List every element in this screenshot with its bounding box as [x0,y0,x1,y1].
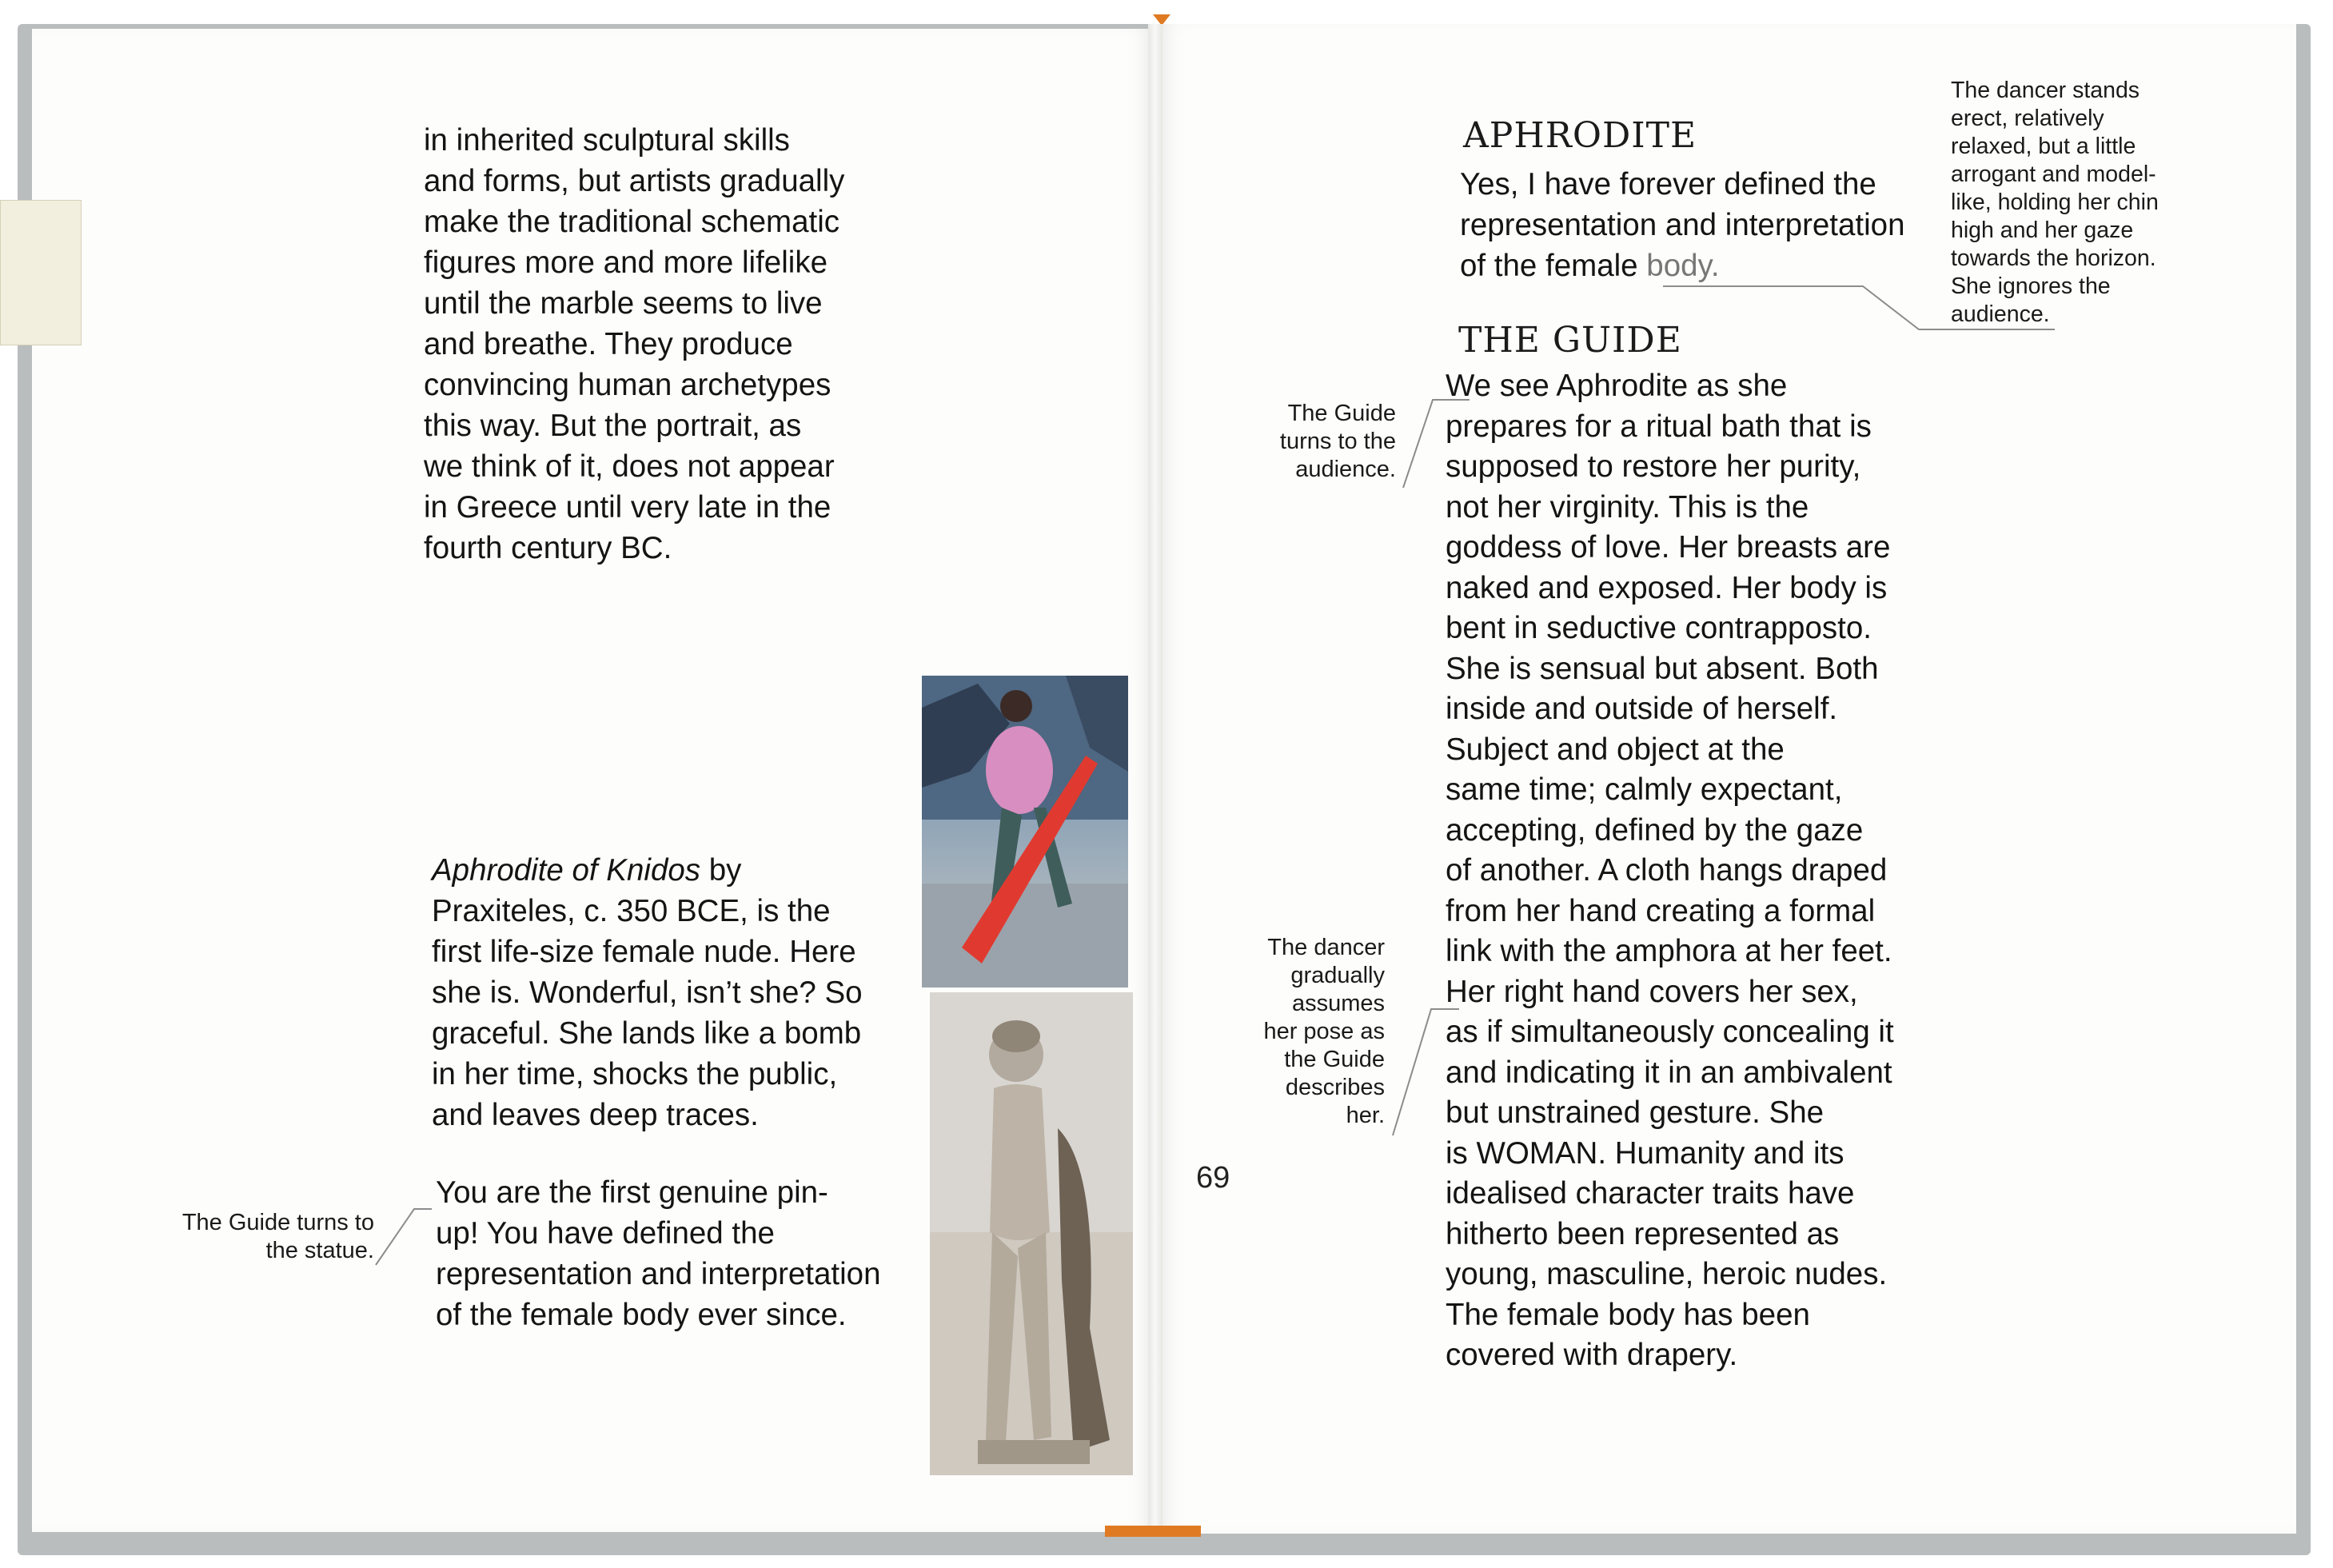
caption-rest: by Praxiteles, c. 350 BCE, is the first life-size female nude. Here she is. Wonderful, isn’t she? So graceful. She lands like a bomb in her time, shocks the public, and leaves deep traces. [432,853,863,1132]
aphrodite-speech-last-word: body. [1646,249,1720,283]
left-paragraph-1: in inherited sculptural skills and forms, but artists gradually make the traditional schematic figures more and more lifelike until the marble seems to live and breathe. They produce convincing human archetypes this way. But the portrait, as we think of it, does not appear in Greece until very late in the fourth century BC. [424,123,845,565]
stage-note-dancer-pose: The dancer gradually assumes her pose as the Guide describes her. [1263,935,1385,1128]
stage-note-statue: The Guide turns to the statue. [181,1210,374,1263]
caption-title: Aphrodite of Knidos [432,853,701,888]
left-paragraph-3: You are the first genuine pin- up! You have defined the representation and interpretation of the female body ever since. [436,1175,881,1332]
heading-aphrodite: APHRODITE [1463,115,1697,156]
heading-the-guide: THE GUIDE [1458,320,1682,361]
stage-note-guide-turns: The Guide turns to the audience. [1279,401,1396,482]
guide-speech: We see Aphrodite as she prepares for a ritual bath that is supposed to restore her purity, not her virginity. This is the goddess of love. Her breasts are naked and exposed. Her body is bent in seductive contrapposto. She is sensual but absent. Both inside and outside of herself. Subject and object at the same time; calmly expectant, accepting, defined by the gaze of another. A cloth hangs draped from her hand creating a formal link with the amphora at her feet. Her right hand covers her sex, as if simultaneously concealing it and indicating it in an ambivalent but unstrained gesture. She is WOMAN. Humanity and its idealised character traits have hitherto been represented as young, masculine, heroic nudes. The female body has been covered with drapery. [1446,369,1894,1372]
stage-note-dancer-stands: The dancer stands erect, relatively relaxed, but a little arrogant and model- like, holding her chin high and her gaze towards the horizon. She ignores the audience. [1951,78,2159,327]
aphrodite-speech-main: Yes, I have forever defined the representation and interpretation of the female [1460,167,1905,283]
page-number: 69 [1196,1161,1230,1195]
